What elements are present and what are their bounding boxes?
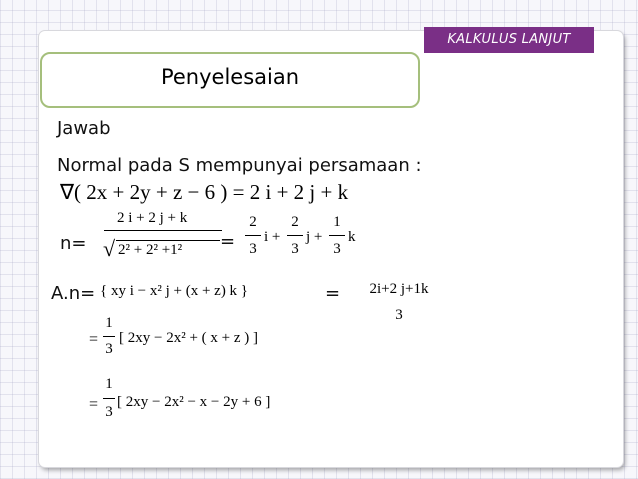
step1-expression: [ 2xy − 2x² + ( x + z ) ]	[119, 330, 259, 346]
n-label: n=	[60, 233, 87, 254]
term2-bar	[287, 235, 303, 236]
term2-den: 3	[291, 241, 299, 257]
term1-vec: i +	[264, 229, 281, 245]
step2-num: 1	[105, 376, 113, 392]
step2-equals: =	[89, 396, 99, 413]
step2-bar	[103, 398, 115, 399]
n-equals: =	[220, 231, 236, 252]
step1-den: 3	[105, 341, 113, 357]
an-equals: =	[325, 283, 341, 304]
an-label: A.n=	[51, 283, 96, 304]
term1-bar	[245, 235, 261, 236]
term3-vec: k	[348, 229, 356, 245]
term2-num: 2	[291, 214, 299, 230]
course-badge: KALKULUS LANJUT	[424, 27, 594, 53]
page-title: Penyelesaian	[160, 65, 300, 89]
jawab-label: Jawab	[57, 118, 111, 139]
term1-num: 2	[249, 214, 257, 230]
term3-bar	[329, 235, 345, 236]
an-result-num: 2i+2 j+1k	[369, 281, 429, 297]
term2-vec: j +	[306, 229, 323, 245]
sqrt-symbol: √	[103, 236, 116, 261]
title-box	[40, 52, 420, 108]
step1-num: 1	[105, 315, 113, 331]
gradient-equation: ∇( 2x + 2y + z − 6 ) = 2 i + 2 j + k	[60, 180, 349, 204]
an-result-den: 3	[395, 307, 403, 323]
an-expression: { xy i − x² j + (x + z) k }	[100, 283, 249, 299]
n-denominator: 2² + 2² +1²	[118, 242, 183, 258]
n-numerator: 2 i + 2 j + k	[117, 210, 188, 226]
step1-equals: =	[89, 331, 99, 348]
step2-expression: [ 2xy − 2x² − x − 2y + 6 ]	[117, 394, 271, 410]
term3-num: 1	[333, 214, 341, 230]
n-fraction-bar	[104, 230, 222, 231]
step2-den: 3	[105, 404, 113, 420]
statement-text: Normal pada S mempunyai persamaan :	[57, 155, 422, 176]
step1-bar	[103, 336, 115, 337]
term3-den: 3	[333, 241, 341, 257]
term1-den: 3	[249, 241, 257, 257]
sqrt-bar	[116, 240, 220, 241]
